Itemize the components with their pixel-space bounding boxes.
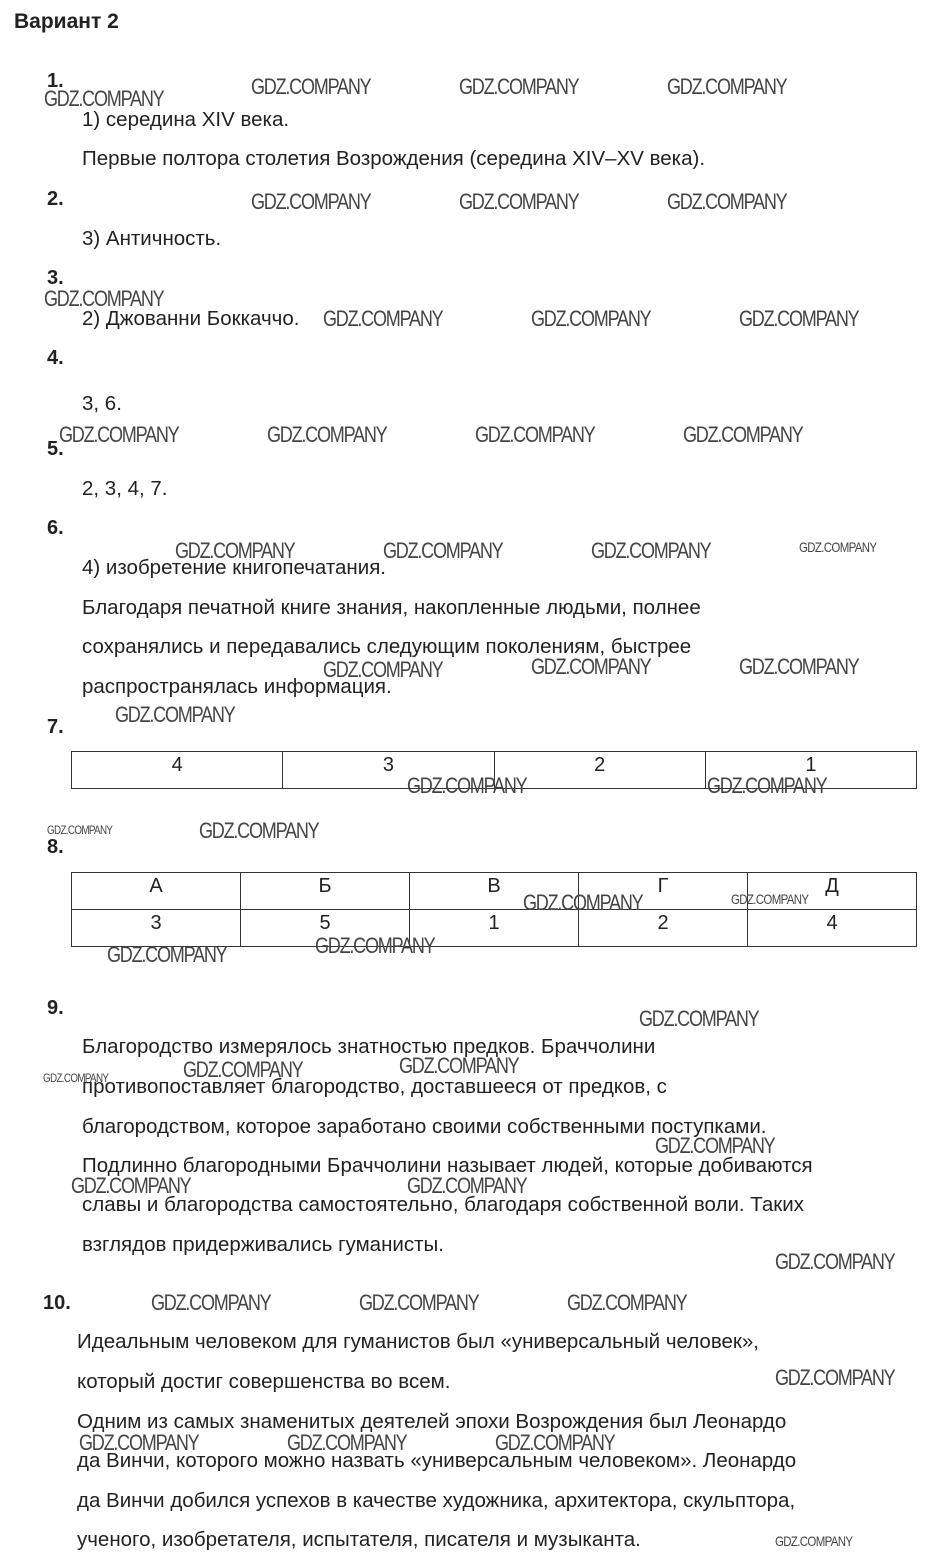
watermark: GDZ.COMPANY — [655, 1133, 775, 1158]
question-10-line: Одним из самых знаменитых деятелей эпохи Возрождения был Леонардо — [77, 1410, 787, 1433]
question-10-line: ученого, изобретателя, испытателя, писателя и музыканта. — [77, 1528, 641, 1551]
watermark: GDZ.COMPANY — [199, 818, 319, 843]
question-3-answer: 2) Джованни Боккаччо. — [82, 307, 300, 330]
watermark: GDZ.COMPANY — [107, 942, 227, 967]
question-9-line: благородством, которое заработано своими собственными поступками. — [82, 1115, 767, 1138]
watermark: GDZ.COMPANY — [407, 773, 527, 798]
watermark: GDZ.COMPANY — [739, 306, 859, 331]
table-row — [72, 752, 917, 789]
question-3-number: 3. — [47, 267, 64, 289]
watermark: GDZ.COMPANY — [323, 306, 443, 331]
table-cell: 2 — [494, 752, 705, 789]
watermark: GDZ.COMPANY — [323, 657, 443, 682]
table-header-cell: А — [72, 873, 241, 910]
question-6-line: распространялась информация. — [82, 675, 392, 698]
watermark: GDZ.COMPANY — [47, 823, 113, 837]
question-6-answer: 4) изобретение книгопечатания. — [82, 556, 386, 579]
question-10-line: который достиг совершенства во всем. — [77, 1370, 451, 1393]
watermark: GDZ.COMPANY — [43, 1071, 109, 1085]
watermark: GDZ.COMPANY — [315, 933, 435, 958]
question-9-line: Благородство измерялось знатностью предков. Браччолини — [82, 1035, 656, 1058]
watermark: GDZ.COMPANY — [71, 1173, 191, 1198]
question-8-table — [71, 872, 917, 947]
watermark: GDZ.COMPANY — [775, 1365, 895, 1390]
watermark: GDZ.COMPANY — [683, 422, 803, 447]
question-10-line: да Винчи добился успехов в качестве художника, архитектора, скульптора, — [77, 1489, 796, 1512]
watermark: GDZ.COMPANY — [731, 891, 809, 907]
table-row — [72, 910, 917, 947]
watermark: GDZ.COMPANY — [175, 538, 295, 563]
table-header-cell: Д — [748, 873, 917, 910]
watermark: GDZ.COMPANY — [639, 1006, 759, 1031]
watermark: GDZ.COMPANY — [459, 189, 579, 214]
watermark: GDZ.COMPANY — [739, 654, 859, 679]
watermark: GDZ.COMPANY — [531, 306, 651, 331]
watermark: GDZ.COMPANY — [287, 1430, 407, 1455]
watermark: GDZ.COMPANY — [59, 422, 179, 447]
watermark: GDZ.COMPANY — [359, 1290, 479, 1315]
table-cell: 1 — [705, 752, 916, 789]
question-6-number: 6. — [47, 517, 64, 539]
watermark: GDZ.COMPANY — [251, 189, 371, 214]
watermark: GDZ.COMPANY — [475, 422, 595, 447]
question-7-number: 7. — [47, 716, 64, 738]
question-5-number: 5. — [47, 438, 64, 460]
watermark: GDZ.COMPANY — [495, 1430, 615, 1455]
watermark: GDZ.COMPANY — [151, 1290, 271, 1315]
watermark: GDZ.COMPANY — [183, 1057, 303, 1082]
watermark: GDZ.COMPANY — [531, 654, 651, 679]
question-10-line: Идеальным человеком для гуманистов был «универсальный человек», — [77, 1330, 759, 1353]
watermark: GDZ.COMPANY — [523, 890, 643, 915]
watermark: GDZ.COMPANY — [251, 74, 371, 99]
watermark: GDZ.COMPANY — [707, 773, 827, 798]
question-4-number: 4. — [47, 347, 64, 369]
question-1-explanation: Первые полтора столетия Возрождения (середина XIV–XV века). — [82, 147, 706, 170]
watermark: GDZ.COMPANY — [383, 538, 503, 563]
watermark: GDZ.COMPANY — [567, 1290, 687, 1315]
question-4-answer: 3, 6. — [82, 392, 122, 415]
question-9-line: Подлинно благородными Браччолини называет людей, которые добиваются — [82, 1154, 813, 1177]
question-10-number: 10. — [43, 1292, 71, 1314]
table-cell: 4 — [72, 752, 283, 789]
page-title: Вариант 2 — [14, 10, 119, 33]
watermark: GDZ.COMPANY — [775, 1249, 895, 1274]
table-header-cell: Г — [579, 873, 748, 910]
table-cell: 4 — [748, 910, 917, 947]
table-cell: 3 — [72, 910, 241, 947]
question-2-number: 2. — [47, 188, 64, 210]
watermark: GDZ.COMPANY — [799, 539, 877, 555]
question-9-number: 9. — [47, 997, 64, 1019]
table-cell: 5 — [241, 910, 410, 947]
watermark: GDZ.COMPANY — [267, 422, 387, 447]
question-1-answer: 1) середина XIV века. — [82, 108, 290, 131]
watermark: GDZ.COMPANY — [591, 538, 711, 563]
question-10-line: да Винчи, которого можно назвать «универсальным человеком». Леонардо — [77, 1449, 797, 1472]
question-1-number: 1. — [47, 70, 64, 92]
question-6-line: сохранялись и передавались следующим поколениям, быстрее — [82, 635, 692, 658]
question-8-number: 8. — [47, 836, 64, 858]
question-9-line: противопоставляет благородство, доставшееся от предков, с — [82, 1075, 667, 1098]
question-6-line: Благодаря печатной книге знания, накопленные людьми, полнее — [82, 596, 701, 619]
question-7-table — [71, 751, 917, 789]
watermark: GDZ.COMPANY — [667, 74, 787, 99]
table-cell: 2 — [579, 910, 748, 947]
watermark: GDZ.COMPANY — [44, 86, 164, 111]
table-header-cell: В — [410, 873, 579, 910]
question-9-line: славы и благородства самостоятельно, благодаря собственной воли. Таких — [82, 1193, 804, 1216]
watermark: GDZ.COMPANY — [79, 1430, 199, 1455]
table-cell: 3 — [283, 752, 494, 789]
question-2-answer: 3) Античность. — [82, 227, 222, 250]
question-5-answer: 2, 3, 4, 7. — [82, 477, 168, 500]
table-header-row — [72, 873, 917, 910]
watermark: GDZ.COMPANY — [44, 286, 164, 311]
watermark: GDZ.COMPANY — [667, 189, 787, 214]
watermark: GDZ.COMPANY — [399, 1053, 519, 1078]
table-header-cell: Б — [241, 873, 410, 910]
question-9-line: взглядов придерживались гуманисты. — [82, 1233, 444, 1256]
watermark: GDZ.COMPANY — [407, 1173, 527, 1198]
watermark: GDZ.COMPANY — [775, 1533, 853, 1549]
watermark: GDZ.COMPANY — [115, 702, 235, 727]
table-cell: 1 — [410, 910, 579, 947]
watermark: GDZ.COMPANY — [459, 74, 579, 99]
